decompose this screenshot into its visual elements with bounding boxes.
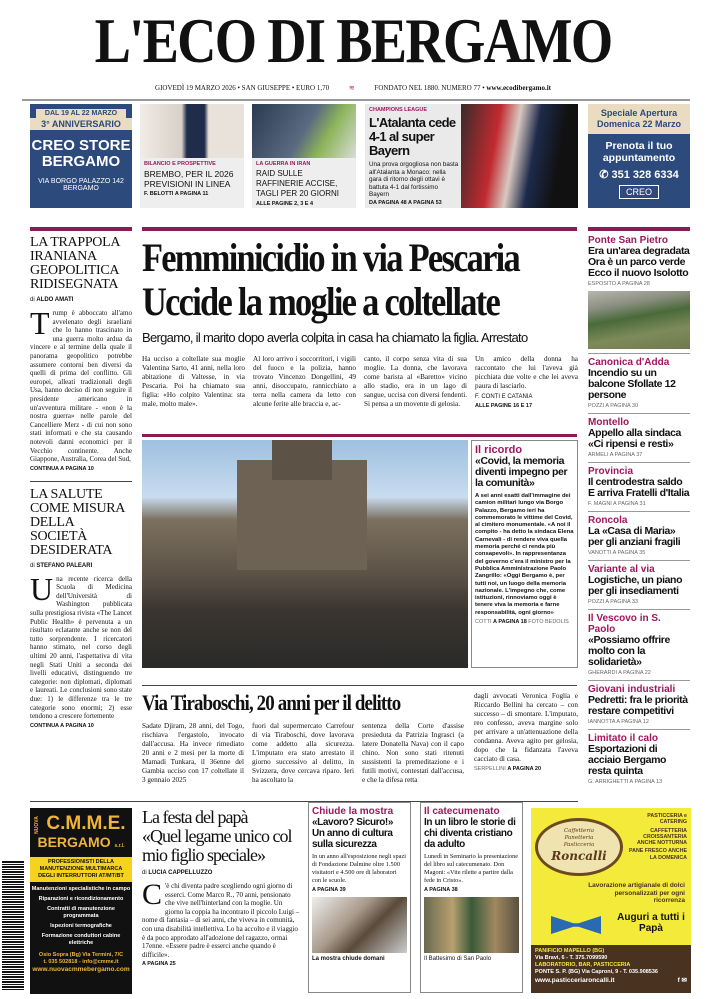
brief-title: Logistiche, un piano per gli insediamenti bbox=[588, 574, 683, 597]
ricordo-kicker: Il ricordo bbox=[475, 444, 523, 456]
ricordo-ref[interactable]: A PAGINA 18 bbox=[493, 619, 527, 626]
champions-kicker: CHAMPIONS LEAGUE bbox=[369, 107, 428, 113]
byline-di: di bbox=[142, 870, 147, 876]
lead-subhead: Bergamo, il marito dopo averla colpita in casa ha chiamato la figlia. Arrestato bbox=[142, 330, 528, 345]
festa-title-2: «Quel legame unico col mio figlio speciale» bbox=[142, 826, 292, 865]
cmme-name: C.M.M.E. bbox=[46, 813, 126, 834]
creo-store-name: CREO STORE BERGAMO bbox=[31, 137, 131, 170]
cmme-srl: s.r.l. bbox=[114, 843, 125, 849]
lead-col-4: Un amico della donna ha raccontato che lui l'aveva già picchiata due volte e che lei aveva paura di lasciarlo. bbox=[475, 355, 578, 390]
section-bar-main bbox=[142, 227, 577, 231]
tiraboschi-col-2: fuori dal supermercato Carrefour di via Tiraboschi, dove lavorava come addetto alla sicurezza. L'imputato era stato arrestato il giorno successivo al delitto, in Svizzera, dove cercava riparo. Ieri ha ascoltato la bbox=[252, 722, 354, 784]
champions-title: L'Atalanta cede 4-1 al super Bayern bbox=[369, 115, 456, 158]
festa-papa-story[interactable] bbox=[142, 808, 300, 968]
left-column bbox=[30, 236, 132, 730]
dropcap: C bbox=[142, 878, 163, 911]
lead-author: F. CONTI E CATANIA bbox=[475, 394, 533, 400]
brembo-photo bbox=[140, 104, 244, 158]
brembo-kicker: BILANCIO E PROSPETTIVE bbox=[144, 161, 216, 167]
brief-canonica[interactable] bbox=[588, 354, 690, 414]
byline-di: di bbox=[30, 562, 35, 569]
editorial-salute-ref[interactable]: CONTINUA A PAGINA 10 bbox=[30, 722, 94, 729]
dateline-right: FONDATO NEL 1880. NUMERO 77 • bbox=[374, 84, 487, 92]
brief-kicker: Ponte San Pietro bbox=[588, 235, 669, 246]
champions-body: Una prova orgogliosa non basta all'Atalanta a Monaco: nella gara di ritorno degli ottavi è battuta 4-1 dal fortissimo Bayern bbox=[369, 161, 459, 199]
brief-giovani-industriali[interactable] bbox=[588, 681, 690, 730]
cmme-city: BERGAMO bbox=[37, 834, 111, 850]
champions-ref: DA PAGINA 48 A PAGINA 53 bbox=[369, 199, 442, 206]
editorial-iran[interactable] bbox=[30, 236, 132, 473]
tiraboschi-author: SERPELLINI bbox=[474, 766, 506, 772]
roncalli-service: PANE FRESCO ANCHE LA DOMENICA bbox=[629, 848, 687, 861]
dateline bbox=[0, 84, 706, 92]
brembo-author: F. BELOTTI bbox=[144, 191, 174, 197]
ricordo-photo-credit: FOTO BEDOLIS bbox=[528, 619, 569, 626]
catecumenato-body: Lunedì in Seminario la presentazione del libro sul catecumenato. Don Magoni: «Vite rilette a partire dalla fede in Cristo». bbox=[424, 853, 519, 884]
lead-story[interactable] bbox=[142, 236, 578, 411]
flag-icon: ≋ bbox=[348, 84, 355, 92]
creo-appointment: Prenota il tuo appuntamento bbox=[602, 140, 676, 164]
brief-title: Incendio su un balcone Sfollate 12 persone bbox=[588, 367, 676, 401]
mostra-caption: La mostra chiude domani bbox=[312, 956, 385, 962]
brief-ref: GHERARDI A PAGINA 22 bbox=[588, 670, 651, 676]
brief-ref: POZZI A PAGINA 33 bbox=[588, 599, 639, 605]
roncalli-ad[interactable] bbox=[531, 808, 691, 993]
brief-title: Era un'area degradata Ora è un parco verde Ecco il nuovo Isolotto bbox=[588, 245, 690, 279]
tiraboschi-ref[interactable]: A PAGINA 20 bbox=[507, 766, 542, 772]
cmme-service: Formazione conduttori cabine elettriche bbox=[41, 933, 121, 946]
brief-kicker: Montello bbox=[588, 417, 630, 428]
roncalli-logo-name: Roncalli bbox=[551, 849, 607, 863]
roncalli-service: CAFFETTERIA CROISSANTERIA ANCHE NOTTURNA bbox=[636, 827, 687, 847]
brief-montello[interactable] bbox=[588, 414, 690, 463]
divider bbox=[30, 481, 132, 482]
creo-phone[interactable]: 351 328 6334 bbox=[611, 169, 679, 181]
brief-acciaio[interactable] bbox=[588, 730, 690, 789]
cmme-contacts: t. 035 502818 - info@cmme.it bbox=[43, 959, 119, 965]
facebook-icon[interactable]: f ✉ bbox=[677, 977, 687, 984]
lead-col-2: Al loro arrivo i soccorritori, i vigili del fuoco e la polizia, hanno trovato Vincenzo Dongellini, 49 anni, disoccupato, rannicchiato a terra nella camera da letto con alcune ferite alle braccia e, ac- bbox=[253, 355, 356, 408]
brief-kicker: Giovani industriali bbox=[588, 684, 676, 695]
editorial-salute[interactable] bbox=[30, 488, 132, 730]
brief-variante[interactable] bbox=[588, 561, 690, 610]
festa-ref[interactable]: A PAGINA 25 bbox=[142, 961, 176, 968]
editorial-iran-title: LA TRAPPOLA IRANIANA GEOPOLITICA RIDISEGNATA bbox=[30, 235, 120, 292]
lead-col-3: canto, il corpo senza vita di sua moglie. La donna, che lavorava come barista al «Baretto» vicino allo stadio, era in un lago di sangue, uccisa con diversi fendenti. Si pensa a un movente di gelosia. bbox=[364, 355, 467, 408]
roncalli-website[interactable]: www.pasticceriaroncalli.it bbox=[535, 977, 615, 984]
catecumenato-title: In un libro le storie di chi diventa cristiano da adulto bbox=[424, 817, 516, 850]
dropcap: U bbox=[30, 570, 54, 607]
festa-author: LUCIA CAPPELLUZZO bbox=[148, 870, 213, 876]
lead-col-1: Ha ucciso a coltellate sua moglie Valentina Sarto, 41 anni, nella loro abitazione di Valtesse, in via Pescaria. Poi ha chiamato sua figlia: «Ho colpito Valentina: sta male, molto male». bbox=[142, 355, 245, 408]
mostra-body: In un anno all'esposizione negli spazi di Fondazione Dalmine oltre 1.500 visitatori e 4.500 ore di laboratori con le scuole. bbox=[312, 853, 406, 884]
masthead-rule bbox=[22, 99, 690, 101]
roncalli-shop2: LABORATORIO, BAR, PASTICCERIA bbox=[535, 962, 631, 968]
creo-address: VIA BORGO PALAZZO 142 BERGAMO bbox=[38, 178, 124, 192]
mostra-title: «Lavoro? Sicuro!» Un anno di cultura sulla sicurezza bbox=[312, 817, 393, 850]
brief-title: Appello alla sindaca «Ci ripensi e resti» bbox=[588, 427, 681, 450]
brief-title: «Possiamo offrire molto con la solidarietà» bbox=[588, 634, 670, 668]
whatsapp-icon: ✆ bbox=[599, 169, 609, 181]
lead-headline-1: Femminicidio in via Pescaria bbox=[142, 235, 520, 280]
ricordo-box[interactable] bbox=[471, 440, 578, 668]
brief-title: Pedretti: fra le priorità restare competitivi bbox=[588, 694, 688, 717]
brembo-ref: A PAGINA 11 bbox=[174, 191, 209, 197]
brief-kicker: Roncola bbox=[588, 515, 628, 526]
editorial-iran-author: ALDO AMATI bbox=[36, 297, 74, 303]
cmme-service: Riparazioni e ricondizionamento bbox=[38, 896, 124, 902]
editorial-iran-ref[interactable]: CONTINUA A PAGINA 10 bbox=[30, 465, 94, 472]
cmme-ad[interactable] bbox=[30, 808, 132, 994]
champions-photo bbox=[461, 104, 578, 208]
iran-teaser[interactable] bbox=[252, 104, 356, 208]
catecumenato-caption: Il Battesimo di San Paolo bbox=[424, 956, 492, 962]
ricordo-title: «Covid, la memoria diventi impegno per la comunità» bbox=[475, 455, 568, 489]
cmme-tagline: PROFESSIONISTI DELLA MANUTENZIONE MULTIMARCA DEGLI INTERRUTTORI AT/MT/BT bbox=[30, 857, 132, 882]
catecumenato-kicker: Il catecumenato bbox=[424, 806, 500, 817]
brief-vescovo[interactable] bbox=[588, 610, 690, 681]
brief-ref: IANNOTTA A PAGINA 12 bbox=[588, 719, 649, 725]
cmme-website[interactable]: www.nuovacmmebergamo.com bbox=[32, 966, 130, 973]
catecumenato-box[interactable] bbox=[420, 802, 523, 993]
tiraboschi-headline: Via Tiraboschi, 20 anni per il delitto bbox=[142, 690, 401, 715]
dateline-left: GIOVEDÌ 19 MARZO 2026 • SAN GIUSEPPE • EURO 1,70 bbox=[155, 84, 330, 92]
iran-photo bbox=[252, 104, 356, 158]
roncalli-logo-subtitle: Caffetteria Panetteria Pasticceria bbox=[563, 828, 595, 848]
brief-ref: ESPOSITO A PAGINA 28 bbox=[588, 281, 650, 287]
mostra-photo bbox=[312, 897, 407, 953]
champions-teaser[interactable] bbox=[365, 104, 578, 208]
byline-di: di bbox=[30, 297, 35, 303]
isolotto-park-photo bbox=[588, 291, 690, 349]
iran-kicker: LA GUERRA IN IRAN bbox=[256, 161, 311, 167]
mostra-ref[interactable]: A PAGINA 39 bbox=[312, 887, 346, 893]
brief-title: La «Casa di Maria» per gli anziani fragili bbox=[588, 525, 681, 548]
brief-ref: F. MAGNI A PAGINA 31 bbox=[588, 501, 646, 507]
masthead-title[interactable]: L'ECO DI BERGAMO bbox=[94, 5, 612, 76]
lead-headline-2: Uccide la moglie a coltellate bbox=[142, 279, 500, 324]
creo-appointment-ad[interactable] bbox=[588, 104, 690, 208]
cmme-service: Ispezioni termografiche bbox=[50, 923, 112, 929]
brief-title: Esportazioni di acciaio Bergamo resta quinta bbox=[588, 743, 667, 777]
covid-memorial-photo bbox=[142, 440, 468, 668]
creo-logo: CREO bbox=[619, 185, 659, 199]
brief-kicker: Variante al via bbox=[588, 564, 655, 575]
tiraboschi-col-3: sentenza della Corte d'assise presieduta da Patrizia Ingrasci (a latere Donatella Nava) con il capo chino. Non sono stati ritenuti sussistenti la premeditazione e i futili motivi, contestati dall'accusa, e che la difesa retta bbox=[362, 722, 464, 784]
editorial-salute-body: na recente ricerca della Scuola di Medicina dell'Università di Washington pubblicata sulla prestigiosa rivista «The Lancet Public Health» è pervenuta a un risultato eclatante anche se non del tutto sorprendente. I ricercatori hanno stimato, nel corso degli ultimi 20 anni, l'aspettativa di vita negli Stati Uniti a seconda dei livelli educativi, distinguendo tre categorie: non diplomati, diplomati e laureati. Le conclusioni sono state due: 1) le differenze tra le tre categorie sono enormi; 2) esse tendono a crescere fortemente bbox=[30, 574, 132, 721]
website-link[interactable]: www.ecodibergamo.it bbox=[486, 84, 551, 92]
editorial-salute-title: LA SALUTE COME MISURA DELLA SOCIETÀ DESIDERATA bbox=[30, 486, 125, 558]
brief-roncola[interactable] bbox=[588, 512, 690, 561]
cmme-nuova: NUOVA bbox=[33, 816, 40, 834]
roncalli-logo bbox=[535, 818, 623, 876]
creo-anniversary: 3° ANNIVERSARIO bbox=[30, 118, 132, 130]
brief-kicker: Limitato il calo bbox=[588, 733, 659, 744]
ricordo-body: A sei anni esatti dall'immagine dei camion militari lungo via Borgo Palazzo, Bergamo ieri ha commemorato le vittime del Covid, al cimitero monumentale. «A noi il compito - ha detto la sindaca Elena Carnevali - di rendere viva quella memoria perché ci renda più consapevoli». In rappresentanza del governo c'era il ministro per la Pubblica Amministrazione Paolo Zangrillo: «Oggi Bergamo è, per tutti noi, un luogo della memoria nazionale. L'impegno che, come istituzioni, rinnoviamo oggi è tenere viva la memoria e farne responsabilità, ogni giorno» bbox=[475, 493, 574, 616]
cmme-service: Manutenzioni specialistiche in campo bbox=[31, 886, 131, 892]
brief-kicker: Il Vescovo in S. Paolo bbox=[588, 613, 661, 635]
section-bar-right bbox=[588, 227, 690, 231]
bow-tie-icon bbox=[551, 916, 601, 934]
tiraboschi-col-4: dagli avvocati Veronica Foglia e Riccardo Bellini ha cercato – con successo – di smontare. L'imputato, reo confesso, aveva margine solo per arrivare a un'attenuazione della condanna. Aveva agito per gelosia, dopo che la fidanzata l'aveva cacciato di casa. bbox=[474, 692, 578, 763]
brief-ponte-san-pietro[interactable] bbox=[588, 232, 690, 291]
tiraboschi-col-1: Sadate Djiram, 28 anni, del Togo, rischiava l'ergastolo, invocato dall'accusa. Ha invece rimediato 20 anni e 2 mesi per la morte di Mamadi Tunkara, il 36enne del Gambia ucciso con 17 coltellate il 3 gennaio 2025 bbox=[142, 722, 244, 784]
barcode bbox=[2, 860, 24, 990]
section-bar-left bbox=[30, 227, 132, 231]
roncalli-slogan: Lavorazione artigianale di dolci personalizzati per ogni ricorrenza bbox=[588, 882, 685, 905]
mostra-box[interactable] bbox=[308, 802, 411, 993]
festa-body: 'è chi diventa padre scegliendo ogni giorno di esserci. Come Marco R., 70 anni, pensionato che vive nell'hinterland con la moglie. Un giorno la coppia ha incontrato il piccolo Luigi – nome di fantasia – di sei anni, che viveva in comunità, con una disabilità intellettiva. Lo ha accolto e il viaggio è da poco approdato all'adozione del ragazzo, ormai 17enne. «Essere padre è esserci anche quando è difficile». bbox=[142, 882, 300, 959]
brief-ref: G. ARRIGHETTI A PAGINA 13 bbox=[588, 779, 663, 785]
festa-title-1: La festa del papà bbox=[142, 807, 248, 827]
photo-bar bbox=[142, 434, 577, 437]
roncalli-shop1-address: Via Bravi, 6 - T. 375.7099590 bbox=[535, 955, 608, 961]
brief-kicker: Canonica d'Adda bbox=[588, 357, 670, 368]
mostra-kicker: Chiude la mostra bbox=[312, 806, 394, 817]
creo-opening: Speciale Apertura Domenica 22 Marzo bbox=[588, 104, 690, 134]
lead-ref[interactable]: ALLE PAGINE 16 E 17 bbox=[475, 403, 533, 409]
brief-ref: ARMELI A PAGINA 37 bbox=[588, 452, 643, 458]
editorial-iran-body: rump è abboccato all'amo avvelenato degli israeliani che lo hanno trascinato in una guerra molto ardua da vincere e al termine della quale il panorama geopolitico potrebbe assumere contorni ben diversi da quelli di prima del conflitto. Gli europei, alleati tradizionali degli Usa, hanno deciso di non seguire il presidente americano in un'avventura militare - «non è la nostra guerra» nelle parole del Cancelliere Merz - di cui non sono stati informati e che sta causando notevoli danni economici per il Vecchio continente. Anche Giappone, Australia, Corea del Sud, bbox=[30, 309, 132, 464]
dropcap: T bbox=[30, 305, 50, 341]
brief-provincia[interactable] bbox=[588, 463, 690, 512]
cmme-address: Osio Sopra (Bg) Via Termini, 7/C bbox=[38, 952, 124, 958]
catecumenato-ref[interactable]: A PAGINA 38 bbox=[424, 887, 458, 893]
roncalli-shop2-address: PONTE S. P. (BG) Via Caproni, 9 - T. 035.908536 bbox=[535, 969, 658, 975]
iran-ref: ALLE PAGINE 2, 3 E 4 bbox=[256, 201, 314, 207]
editorial-salute-author: STEFANO PALEARI bbox=[36, 562, 93, 569]
brembo-teaser[interactable] bbox=[140, 104, 244, 208]
tiraboschi-story[interactable] bbox=[142, 690, 578, 790]
roncalli-service: PASTICCERIA e CATERING bbox=[647, 813, 687, 826]
creo-dates: DAL 19 AL 22 MARZO bbox=[36, 109, 126, 118]
brembo-title: BREMBO, PER IL 2026 PREVISIONI IN LINEA bbox=[144, 169, 234, 189]
ricordo-author: COTTI bbox=[475, 619, 492, 626]
right-column bbox=[588, 232, 690, 789]
iran-title: RAID SULLE RAFFINERIE ACCISE, TAGLI PER 20 GIORNI bbox=[256, 169, 339, 198]
roncalli-shop1: PANIFICIO MAPELLO (BG) bbox=[535, 948, 605, 954]
divider bbox=[142, 685, 577, 686]
brief-title: Il centrodestra saldo E arriva Fratelli d'Italia bbox=[588, 476, 690, 499]
brief-ref: VANOTTI A PAGINA 35 bbox=[588, 550, 646, 556]
catecumenato-painting bbox=[424, 897, 519, 953]
creo-store-ad[interactable] bbox=[30, 104, 132, 208]
brief-kicker: Provincia bbox=[588, 466, 634, 477]
brief-ref: POZZI A PAGINA 30 bbox=[588, 403, 639, 409]
roncalli-auguri: Auguri a tutti i Papà bbox=[617, 912, 685, 934]
cmme-service: Contratti di manutenzione programmata bbox=[47, 906, 115, 919]
